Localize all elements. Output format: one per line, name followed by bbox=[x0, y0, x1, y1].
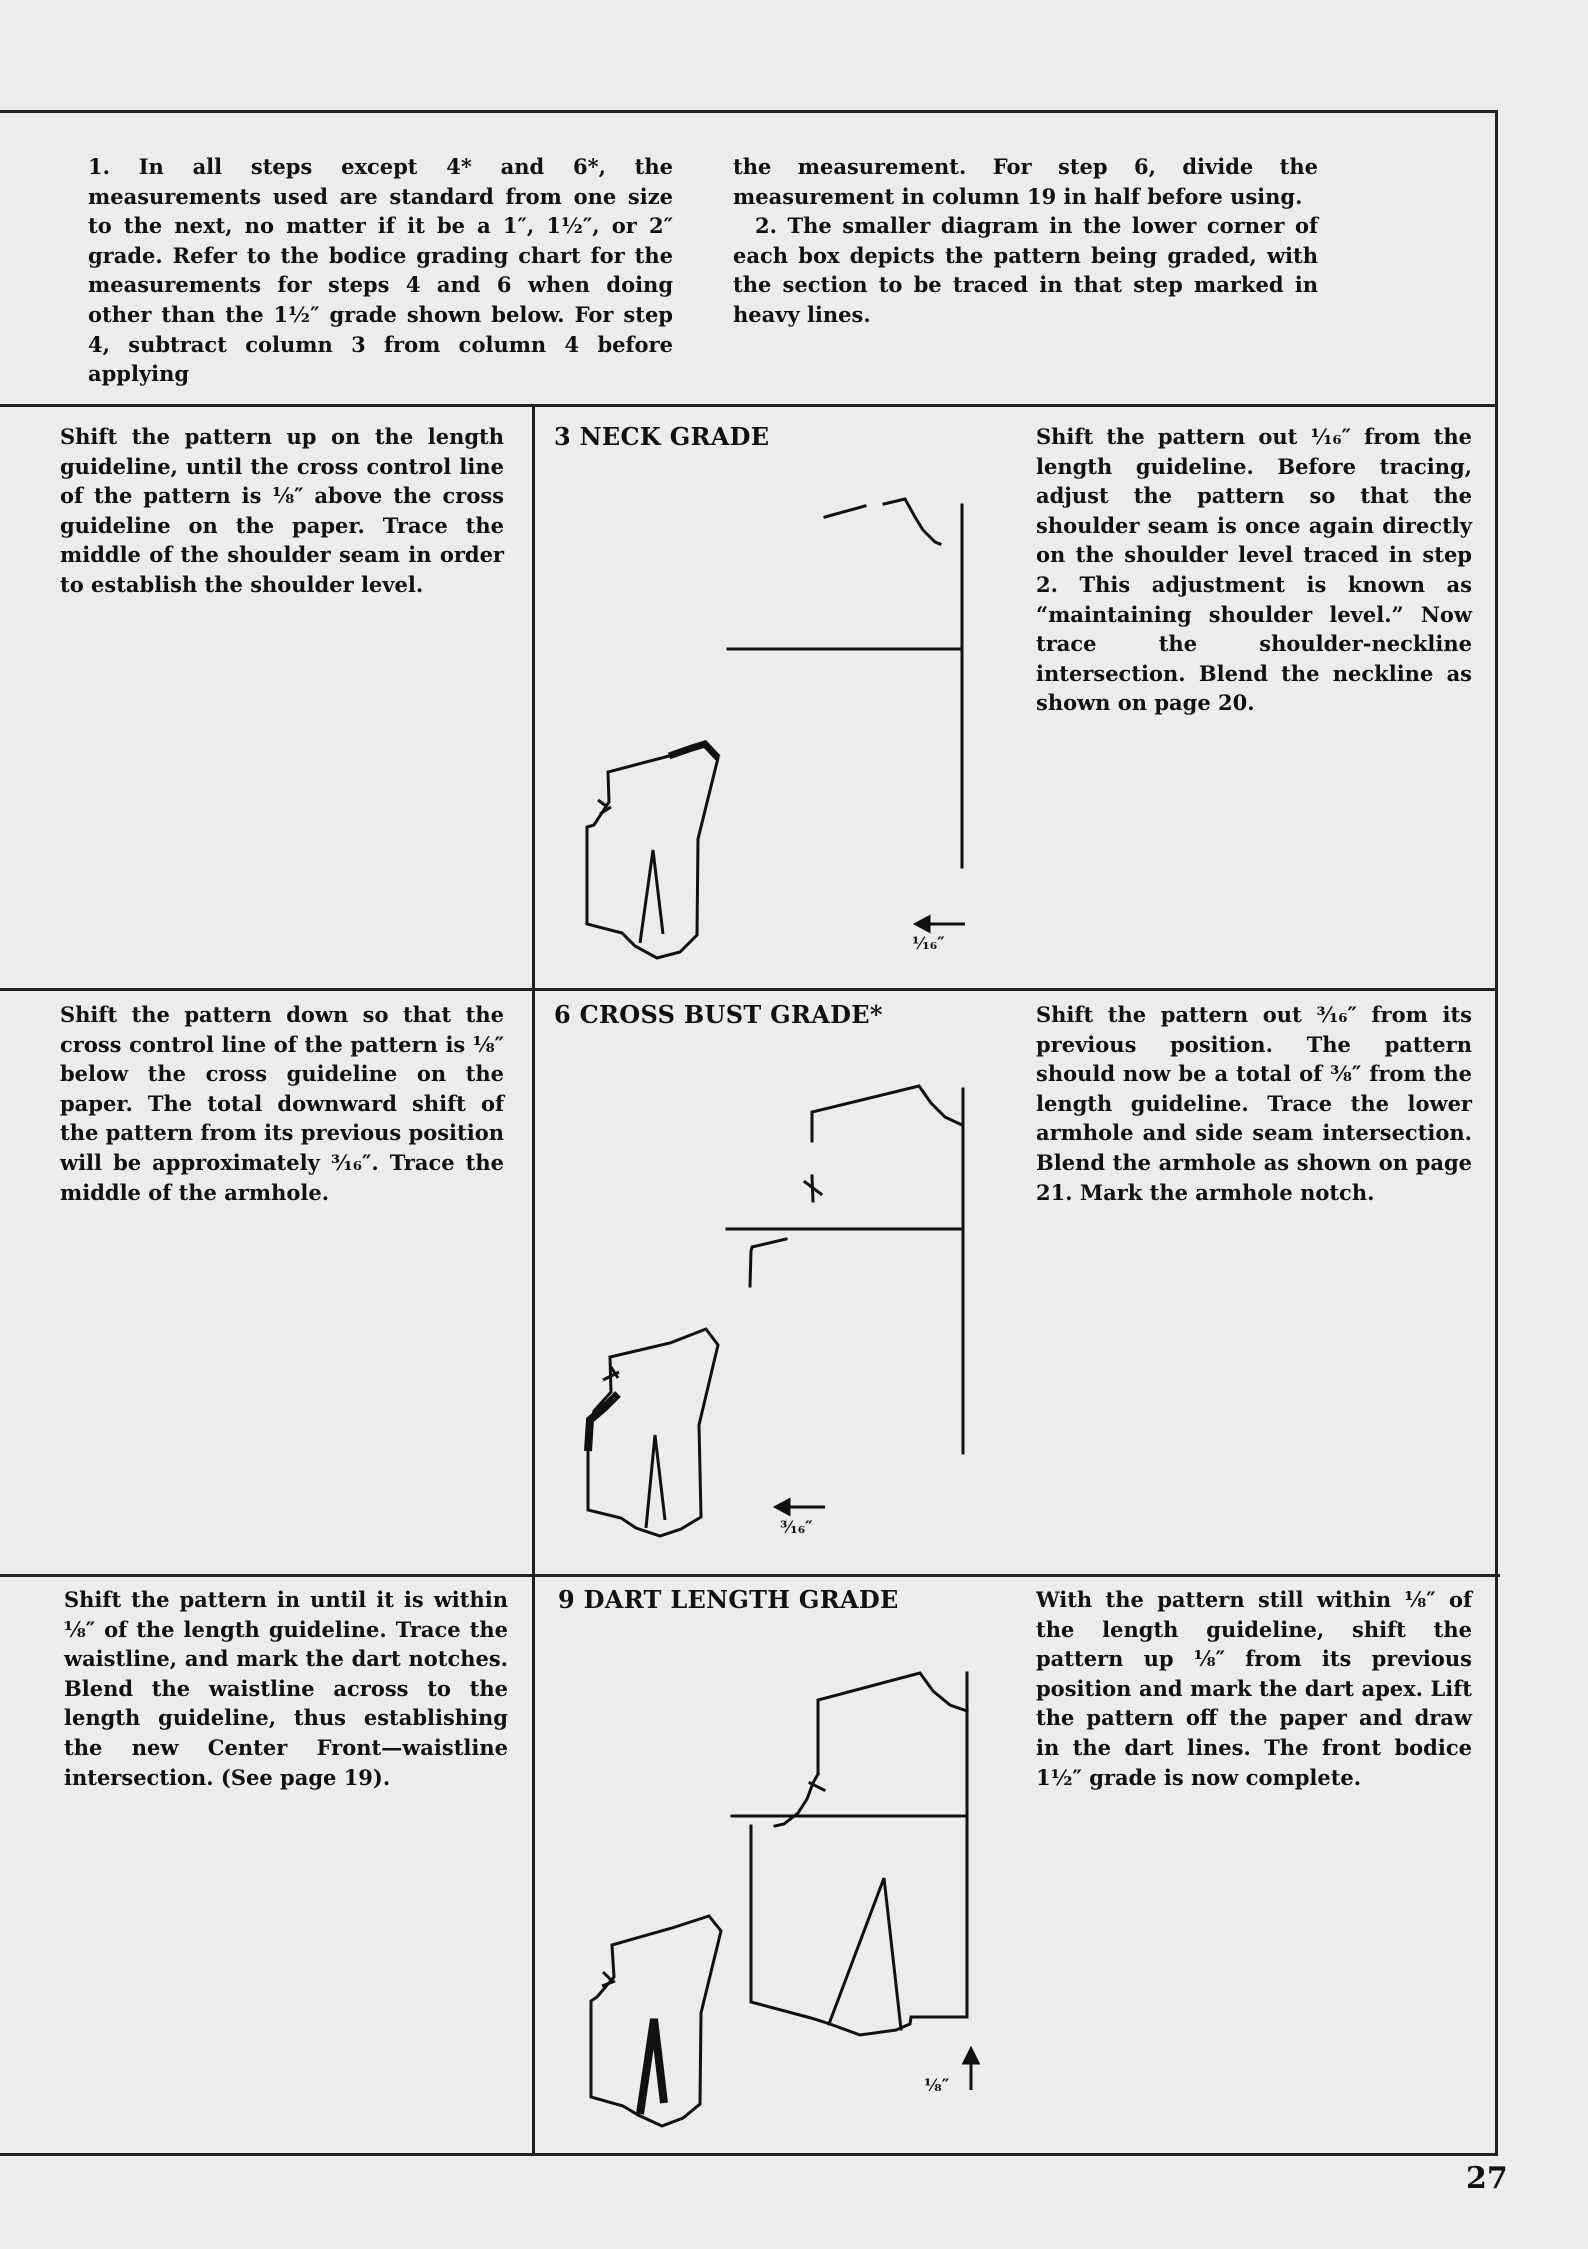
traced-dart bbox=[829, 1878, 901, 2029]
step-3-right-text: Shift the pattern out ¹⁄₁₆″ from the length guideline. Before tracing, adjust the pattern so that the shoulder seam is once again directly on the shoulder level traced in step 2. This adjustment is known as “maintaining shoulder level.” Now trace the shoulder-neckline intersection. Blend the neckline as shown on page 20. bbox=[1036, 424, 1472, 716]
step-3-shift-label: ¹⁄₁₆″ bbox=[912, 934, 945, 954]
traced-upper-pattern bbox=[812, 1086, 962, 1141]
traced-lower-bodice bbox=[751, 1826, 967, 2035]
traced-neck-intersection bbox=[884, 499, 940, 544]
step-6-right-text: Shift the pattern out ³⁄₁₆″ from its previous position. The pattern should now be a total of ⅜″ from the length guideline. Trace the lower armhole and side seam intersection. Blend the armhole as shown on page 21. Mark the armhole notch. bbox=[1036, 1002, 1472, 1205]
step-9-title: 9 DART LENGTH GRADE bbox=[558, 1585, 899, 1614]
shift-arrow bbox=[776, 1500, 825, 1514]
shift-arrow bbox=[916, 917, 965, 931]
step-3-neck-grade-diagram bbox=[535, 407, 1035, 987]
traced-armhole-notch bbox=[805, 1176, 821, 1201]
traced-lower-armhole bbox=[750, 1239, 786, 1286]
step-9-dart-length-grade-diagram bbox=[535, 1577, 1035, 2157]
step-9-shift-label: ¹⁄₈″ bbox=[924, 2076, 950, 2096]
traced-shoulder-level bbox=[825, 506, 865, 517]
step-3-small-bodice-icon bbox=[587, 744, 718, 958]
step-6-small-bodice-icon bbox=[588, 1329, 718, 1536]
shift-arrow bbox=[964, 2049, 978, 2090]
intro-right-paragraph-1: the measurement. For step 6, divide the measurement in column 19 in half before using. bbox=[733, 154, 1318, 209]
step-9-small-bodice-icon bbox=[591, 1916, 721, 2126]
traced-upper-bodice bbox=[818, 1673, 967, 1774]
step-6-title: 6 CROSS BUST GRADE* bbox=[554, 1000, 883, 1029]
step-9-left-text: Shift the pattern in until it is within ⅛″ of the length guideline. Trace the waistline, and mark the dart notches. Blend the waistline across to the length guideline, thus establishing the new Center Front—waistline intersection. (See page 19). bbox=[64, 1587, 508, 1790]
intro-right-column bbox=[733, 152, 1318, 330]
step-6-cross-bust-grade-diagram bbox=[535, 991, 1035, 1571]
page-number: 27 bbox=[1466, 2161, 1508, 2196]
step-6-shift-label: ³⁄₁₆″ bbox=[780, 1518, 813, 1538]
step-6-left-text: Shift the pattern down so that the cross control line of the pattern is ⅛″ below the cross guideline on the paper. The total downward shift of the pattern from its previous position will be approximately ³⁄₁₆″. Trace the middle of the armhole. bbox=[60, 1002, 504, 1205]
traced-armhole bbox=[775, 1774, 818, 1826]
intro-right-paragraph-2: 2. The smaller diagram in the lower corner of each box depicts the pattern being graded, with the section to be traced in that step marked in heavy lines. bbox=[733, 213, 1318, 327]
step-3-left-text: Shift the pattern up on the length guideline, until the cross control line of the pattern is ⅛″ above the cross guideline on the paper. Trace the middle of the shoulder seam in order to establish the shoulder level. bbox=[60, 424, 504, 597]
step-9-right-text: With the pattern still within ⅛″ of the length guideline, shift the pattern up ⅛″ from its previous position and mark the dart apex. Lift the pattern off the paper and draw in the dart lines. The front bodice 1½″ grade is now complete. bbox=[1036, 1587, 1472, 1790]
step-3-title: 3 NECK GRADE bbox=[554, 422, 770, 451]
intro-left-column: 1. In all steps except 4* and 6*, the measurements used are standard from one size to the next, no matter if it be a 1″, 1½″, or 2″ grade. Refer to the bodice grading chart for the measurements for steps 4 and 6 when doing other than the 1½″ grade shown below. For step 4, subtract column 3 from column 4 before applying bbox=[88, 154, 673, 387]
